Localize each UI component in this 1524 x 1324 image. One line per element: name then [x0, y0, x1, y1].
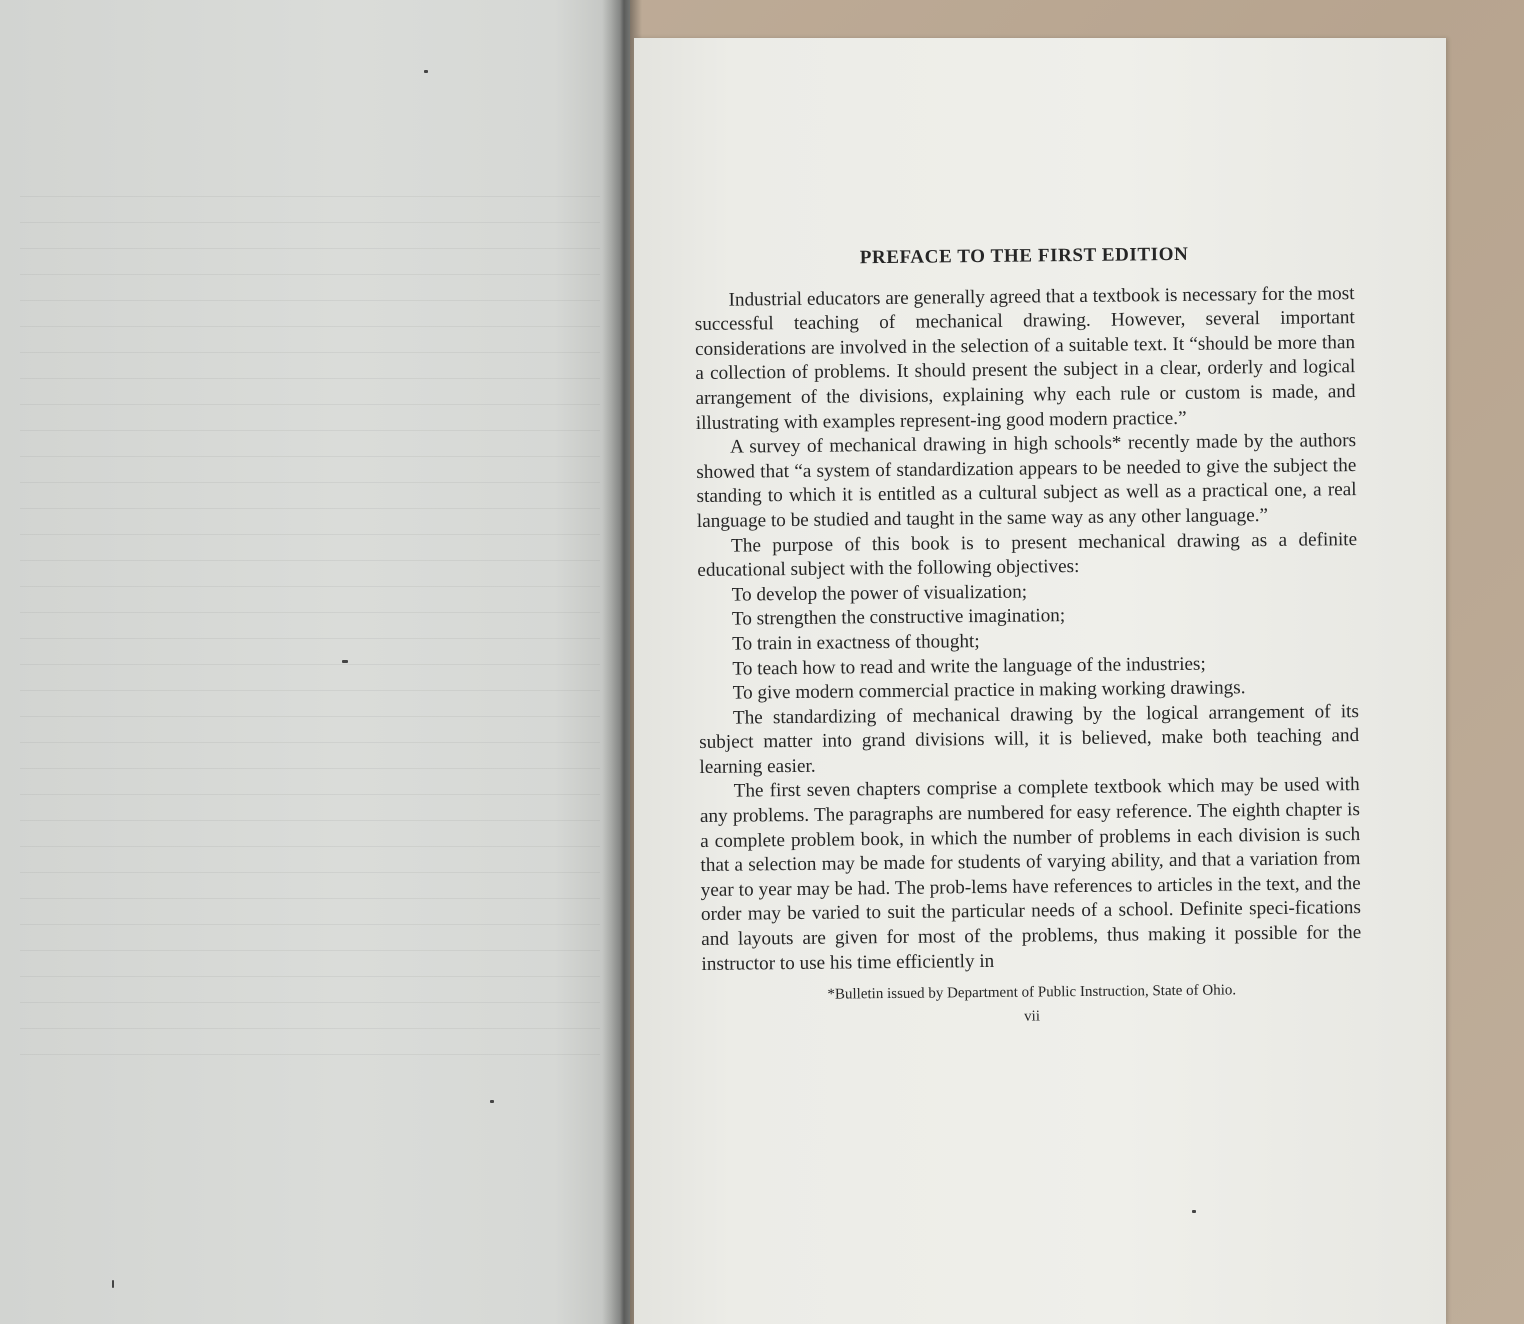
- paragraph: The standardizing of mechanical drawing by the logical arrangement of its subject matter into grand divisions will, it is believed, make both teaching and learning easier.: [699, 700, 1360, 778]
- footnote: *Bulletin issued by Department of Public Instruction, State of Ohio.: [827, 982, 1237, 1003]
- objective-item: To give modern commercial practice in making working drawings.: [732, 677, 1246, 704]
- paragraph: The purpose of this book is to present mechanical drawing as a definite educational subject with the following objectives:: [697, 528, 1358, 582]
- objective-item: To teach how to read and write the language of the industries;: [732, 653, 1206, 680]
- speck: [112, 1280, 114, 1288]
- speck: [424, 70, 428, 73]
- left-page-show-through: [20, 180, 600, 1080]
- objective-item: To develop the power of visualization;: [731, 581, 1028, 606]
- left-page: [0, 0, 630, 1324]
- paragraph: A survey of mechanical drawing in high schools* recently made by the authors showed that “a system of standardization appears to be needed to give the subject the standing to which it is entitled as a cultural subject as well as a practical one, a real language to be studied and taught in the same way as any other language.”: [696, 430, 1357, 532]
- objective-item: To train in exactness of thought;: [732, 630, 980, 655]
- paragraph: The first seven chapters comprise a complete textbook which may be used with any problems. The paragraphs are numbered for easy reference. The eighth chapter is a complete problem book, in which the number of problems in each division is such that a selection may be made for students of varying ability, and that a variation from year to year may be had. The prob-lems have references to articles in the text, and the order may be varied to suit the particular needs of a school. Definite speci-fications and layouts are given for most of the problems, thus making it possible for the instructor to use his time efficiently in: [699, 774, 1362, 975]
- paragraph: Industrial educators are generally agreed that a textbook is necessary for the most successful teaching of mechanical drawing. However, several important considerations are involved in the selection of a suitable text. It “should be more than a collection of problems. It should present the subject in a clear, orderly and logical arrangement of the divisions, explaining why each rule or custom is made, and illustrating with examples represent-ing good modern practice.”: [694, 282, 1356, 434]
- page-text: [694, 241, 1362, 1033]
- speck: [342, 660, 348, 663]
- page-number: vii: [1024, 1008, 1041, 1025]
- right-page: [634, 38, 1446, 1324]
- objective-item: To strengthen the constructive imagination;: [731, 605, 1066, 630]
- page-title: PREFACE TO THE FIRST EDITION: [859, 243, 1189, 269]
- speck: [490, 1100, 494, 1103]
- speck: [1192, 1210, 1196, 1213]
